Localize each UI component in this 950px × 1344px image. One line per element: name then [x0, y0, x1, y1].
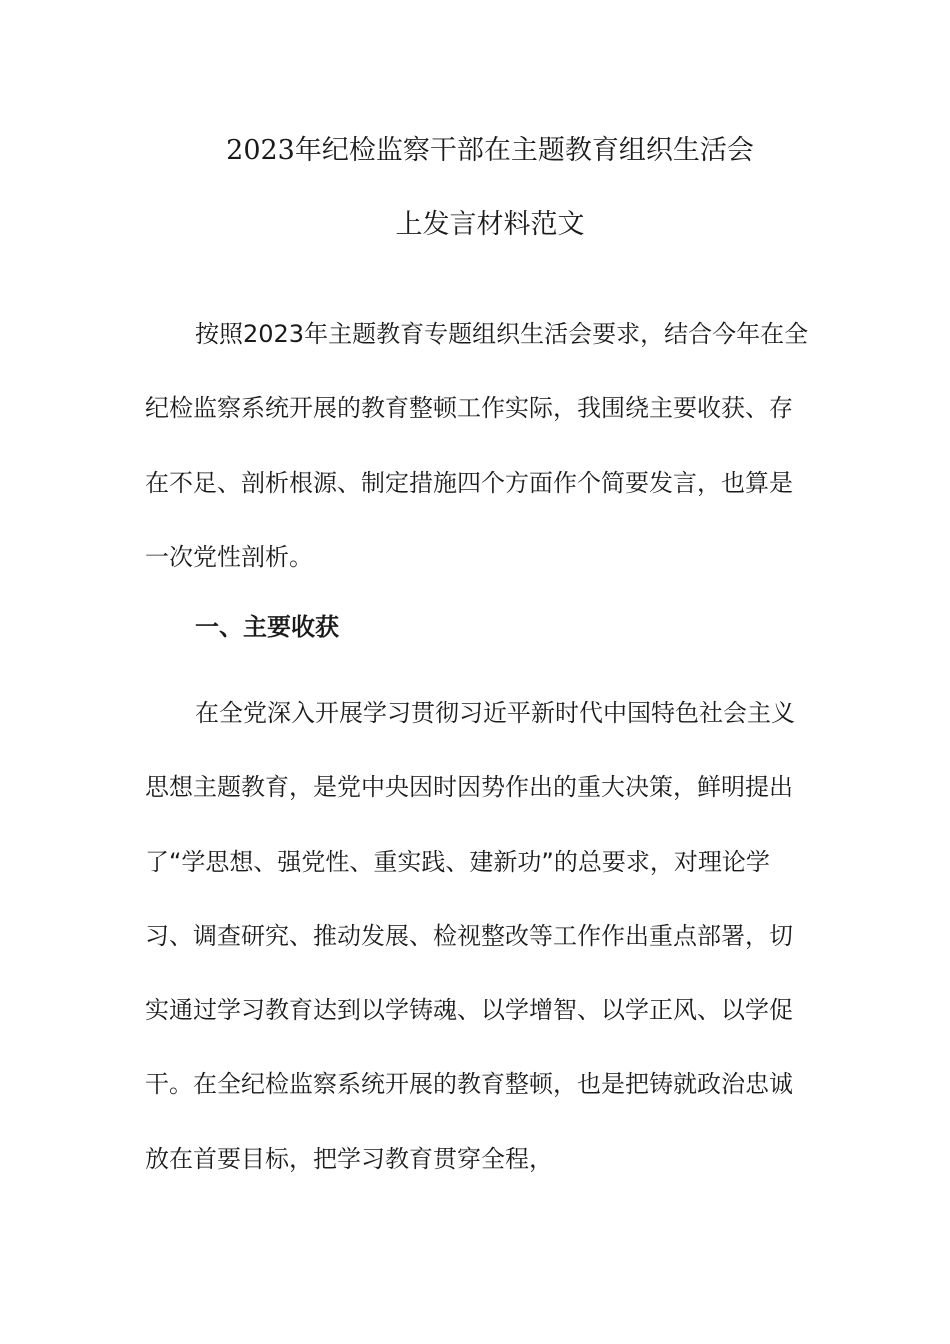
document-title-line-2: 上发言材料范文 [395, 209, 585, 240]
document-title-line-1: 2023年纪检监察干部在主题教育组织生活会 [226, 135, 754, 166]
main-gains-paragraph: 在全党深入开展学习贯彻习近平新时代中国特色社会主义思想主题教育，是党中央因时因势作出的重大决策，鲜明提出了“学思想、强党性、重实践、建新功”的总要求，对理论学习、调查研究、推动发展、检视整改等工作作出重点部署，切实通过学习教育达到以学铸魂、以学增智、以学正风、以学促干。在全纪检监察系统开展的教育整顿，也是把铸就政治忠诚放在首要目标，把学习教育贯穿全程， [145, 699, 795, 1173]
section-heading-main-gains: 一、主要收获 [195, 613, 339, 641]
intro-paragraph: 按照2023年主题教育专题组织生活会要求，结合今年在全纪检监察系统开展的教育整顿工作实际，我围绕主要收获、存在不足、剖析根源、制定措施四个方面作个简要发言，也算是一次党性剖析。 [145, 320, 809, 571]
